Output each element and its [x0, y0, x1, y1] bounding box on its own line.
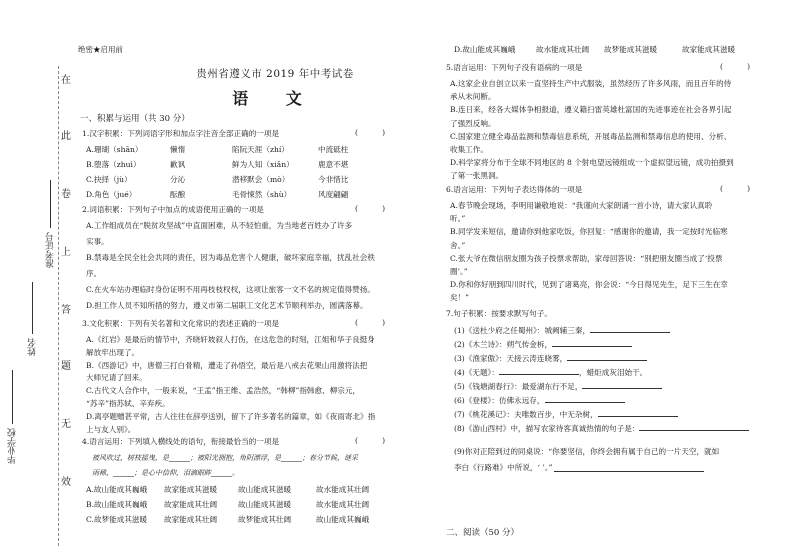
q3-option-line: 上与友人别》。 — [86, 424, 136, 434]
q5-option-line: 承从未间断。 — [450, 92, 496, 102]
q4-option-cell: B.故山能成其巍峨 — [86, 500, 148, 509]
q7-recitation-line — [454, 338, 632, 350]
q4-option-cell: D.故山能成其巍峨 — [454, 45, 516, 54]
q4-option-cell: 故山能成其滋暖 — [238, 485, 292, 494]
seal-char: 效 — [61, 477, 71, 488]
section-2-title: 二、阅读（50 分） — [446, 528, 520, 538]
q4-option-cell: 故山能成其巍峨 — [316, 515, 370, 524]
q7-answer-blank[interactable] — [582, 380, 662, 389]
q2-answer-paren: ( ) — [355, 204, 386, 213]
q7-recitation-line — [454, 366, 647, 378]
q7-answer-blank[interactable] — [590, 324, 670, 333]
q7-recitation-line — [454, 380, 662, 392]
q2-option-line: 实事。 — [86, 237, 109, 246]
q7-prompt: (4)《无题》： — [454, 368, 499, 377]
q5-stem: 5.语言运用：下列句子没有语病的一项是 — [446, 63, 583, 72]
q2-stem: 2.词语积累：下列句子中加点的成语使用正确的一项是 — [82, 205, 264, 214]
q1-option-cell: A.珊瑚（shān） — [86, 145, 143, 154]
q7-prompt: (2)《木兰诗》：朔气传金柝， — [454, 340, 553, 349]
q7-answer-blank[interactable] — [639, 422, 749, 431]
exam-title: 贵州省遵义市 2019 年中考试卷 — [196, 68, 354, 80]
seal-char: 答 — [61, 305, 71, 316]
q3-option-line: C.古代文人合作中，一般来说，“王孟”指王维、孟浩然，“韩柳”指韩愈、柳宗元， — [86, 386, 361, 396]
q7-item9-line-1: (9)你对正陪到过的同桌说：“你要坚信，你终会拥有属于自己的一片天空，就如 — [454, 447, 720, 456]
q2-option-line: B.禁毒是全民全社会共同的责任，因为毒品危害个人健康，破坏家庭幸福，扰乱社会秩 — [86, 253, 375, 262]
q3-option-line: “苏辛”指苏轼、辛弃疾。 — [86, 399, 170, 408]
q7-recitation-line — [454, 324, 670, 336]
q7-recitation-line — [454, 352, 647, 364]
q4-option-cell: 故梦能成其壮阔 — [238, 515, 292, 524]
field-school-line — [12, 370, 13, 424]
secret-label: 绝密★启用前 — [78, 45, 123, 54]
q7-stem: 7.句子积累：按要求默写句子。 — [446, 309, 552, 318]
q1-option-cell: 陷阮天涯（zhí） — [232, 145, 289, 154]
q2-option-line: D.担工作人员不知所措的努力，遵义市第二届职工文化艺术节顺利举办，圆满落幕。 — [86, 301, 368, 310]
q6-option-line: A.春节晚会现场，李明用谦敬地说：“我谨向大家朗诵一首小诗，请大家认真聆 — [450, 201, 713, 210]
q1-option-cell: 今非惜比 — [318, 175, 349, 184]
q4-option-cell: 故水能成其壮阔 — [536, 45, 590, 54]
q1-option-cell: 风度翩翩 — [318, 190, 349, 199]
q6-option-line: 听。” — [450, 214, 466, 224]
q6-option-line: 舍。” — [450, 240, 466, 250]
q5-option-line: C.国家建立健全毒品监测和禁毒信息系统，开展毒品监测和禁毒信息的使用、分析、 — [450, 131, 732, 141]
q7-recitation-line — [454, 422, 749, 434]
q6-stem: 6.语言运用：下列句子表达得体的一项是 — [446, 185, 583, 194]
field-school: 毕业学校 — [8, 428, 18, 464]
q7-prompt: (8)《游山西村》中，描写农家待客真诚热情的句子是： — [454, 424, 640, 433]
q5-option-line: B.连日来，经各大媒体争相报道，遵义籍扫雷英雄杜富国的先进事迹在社会各界引起 — [450, 105, 732, 115]
q5-option-line: A.这家企业自创立以来一直坚持生产中式服装，虽然经历了许多风雨，而且百年的侍 — [450, 79, 732, 88]
field-admission-number: 准考证号 — [46, 232, 56, 268]
q6-option-line: 圈’。” — [450, 267, 468, 276]
q7-prompt: (7)《桃花溪记》：夫唯数百步，中无杂树， — [454, 410, 598, 419]
q1-option-cell: 鲜为人知（xiǎn） — [232, 160, 294, 169]
q4-option-cell: 故家能成其滋暖 — [682, 45, 736, 54]
q5-answer-paren: ( ) — [720, 62, 751, 71]
q6-option-line: D.你和你好朋到四川时代，见到了诸葛亮，你会说：“今日得见先生，足下三生在幸 — [450, 280, 728, 290]
q7-item9-answer-line — [554, 471, 704, 472]
seal-char: 此 — [61, 131, 71, 142]
q1-option-cell: 中流砥柱 — [318, 145, 349, 154]
q4-option-cell: 故梦能成其滋暖 — [604, 45, 658, 54]
q7-answer-blank[interactable] — [499, 366, 579, 375]
q7-answer-blank[interactable] — [552, 338, 632, 347]
q4-stem: 4.语言运用：下列填入横线处的语句，衔接最恰当的一项是 — [82, 437, 280, 446]
seal-char: 无 — [61, 419, 71, 430]
q3-answer-paren: ( ) — [355, 318, 386, 327]
q3-option-line: 大师兄请了回来。 — [86, 373, 147, 383]
q1-answer-paren: ( ) — [355, 128, 386, 137]
q2-option-line: C.在火车站办理临时身份证明不用再枝枝杈杈，这项让旅客一文不名的规定值得赞扬。 — [86, 285, 375, 294]
q3-option-line: B.《西游记》中，唐僧三打白骨精，遭走了孙悟空，最后是八戒去花果山用激将法把 — [86, 360, 368, 370]
seal-char: 题 — [61, 361, 71, 372]
q1-option-cell: D.角色（jué） — [86, 190, 137, 199]
q4-passage-line-1: 被风吹过，树枝摇曳，是______；被阳光拥抱，角阴漂浮，是______；春分节候，谜采 — [92, 454, 358, 462]
q4-option-cell: C.故梦能成其滋暖 — [86, 515, 148, 524]
q4-option-cell: 故水能成其壮阔 — [316, 500, 370, 509]
q4-option-cell: 故家能成其滋暖 — [164, 485, 218, 494]
q7-prompt: (1)《送杜少府之任蜀州》：城阙辅三秦， — [454, 326, 591, 335]
q7-item9-line-2: 李白《行路难》中所说，‘ ’。” — [454, 463, 553, 472]
q4-option-cell: 故水能成其壮阔 — [316, 485, 370, 494]
q6-option-line: C.张大爷在微信朋友圈为孩子投票求帮助，家母回答说：“别把朋友圈当成了‘投票 — [450, 253, 723, 263]
q1-option-cell: 分沁 — [170, 175, 186, 184]
field-name: 姓名 — [28, 338, 38, 356]
q3-option-line: D.离亭题赠甚平常，古人往往在辞亭送别，留下了许多著名的篇章，如《夜雨寄北》指 — [86, 411, 376, 421]
q7-recitation-line — [454, 394, 625, 406]
section-1-title: 一、积累与运用（共 30 分） — [80, 114, 190, 124]
q5-option-line: D.科学家将分布于全球不同地区的 8 个射电望远镜组成一个虚拟望远镜，成功拍摄到 — [450, 158, 734, 168]
q4-option-cell: 故山能成其滋暖 — [238, 500, 292, 509]
q2-option-line: A.工作组成员在“脱贫攻坚战”中直面困难，从不轻怕重，为当地老百姓办了许多 — [86, 221, 353, 230]
q4-option-cell: 故家能成其壮阔 — [164, 515, 218, 524]
q5-option-line: 收集工作。 — [450, 145, 488, 154]
field-name-line — [32, 282, 33, 334]
seal-char: 上 — [61, 247, 71, 258]
q7-answer-blank[interactable] — [567, 352, 647, 361]
exam-subject: 语 文 — [232, 89, 318, 108]
q2-option-line: 序。 — [86, 269, 102, 278]
q1-stem: 1.汉字积累：下列词语字形和加点字注音全部正确的一项是 — [82, 129, 280, 138]
q4-option-cell: A.故山能成其巍峨 — [86, 485, 148, 494]
q1-option-cell: 歉讽 — [170, 160, 186, 169]
q3-option-line: A.《红岩》是最后的情节中，齐晓轩坡叙人打伤，在这危急的时刻，江姐和华子良挺身 — [86, 335, 375, 344]
q1-option-cell: 酝酿 — [170, 190, 186, 199]
q7-answer-blank[interactable] — [545, 394, 625, 403]
q6-option-line: 矣！” — [450, 293, 470, 303]
q1-option-cell: B.堕落（zhuì） — [86, 160, 141, 169]
field-admission-line — [50, 180, 51, 228]
q7-recitation-line — [454, 408, 678, 420]
seal-char: 在 — [61, 75, 71, 86]
q1-option-cell: 懒惰 — [170, 145, 186, 154]
q3-stem: 3.文化积累：下列有关名著和文化常识的表述正确的一项是 — [82, 319, 280, 328]
q6-option-line: B.同学发来短信，邀请你到他家吃饭，你回复：“感谢你的邀请，我一定按时光临寒 — [450, 227, 728, 237]
q1-option-cell: 毛骨悚然（shù） — [232, 190, 292, 199]
q4-option-cell: 故家能成其壮阔 — [164, 500, 218, 509]
q7-prompt: (3)《渔家傲》：天接云涛连晓雾， — [454, 354, 568, 363]
q3-option-line: 解放牢出现了。 — [86, 347, 140, 357]
q1-option-cell: C.抉择（jù） — [86, 175, 132, 184]
q7-prompt: (6)《登楼》：仿佛永远存， — [454, 396, 545, 405]
q1-option-cell: 潜移默会（mò） — [232, 175, 290, 184]
q5-option-line: 了第一张黑洞。 — [450, 171, 504, 181]
q7-suffix: ，蜡炬成灰泪始干。 — [578, 368, 648, 377]
q4-passage-line-2: 雨稀，______；是心中信仰，泪滴眼眸______。 — [92, 469, 239, 477]
q1-option-cell: 鹿意不堪 — [318, 160, 349, 169]
seal-char: 卷 — [61, 189, 71, 200]
q4-answer-paren: ( ) — [355, 436, 386, 445]
q6-answer-paren: ( ) — [720, 184, 751, 193]
q5-option-line: 了强烈反响。 — [450, 118, 496, 128]
q7-prompt: (5)《钱塘湖春行》：最爱湖东行不足， — [454, 382, 583, 391]
q7-answer-blank[interactable] — [598, 408, 678, 417]
